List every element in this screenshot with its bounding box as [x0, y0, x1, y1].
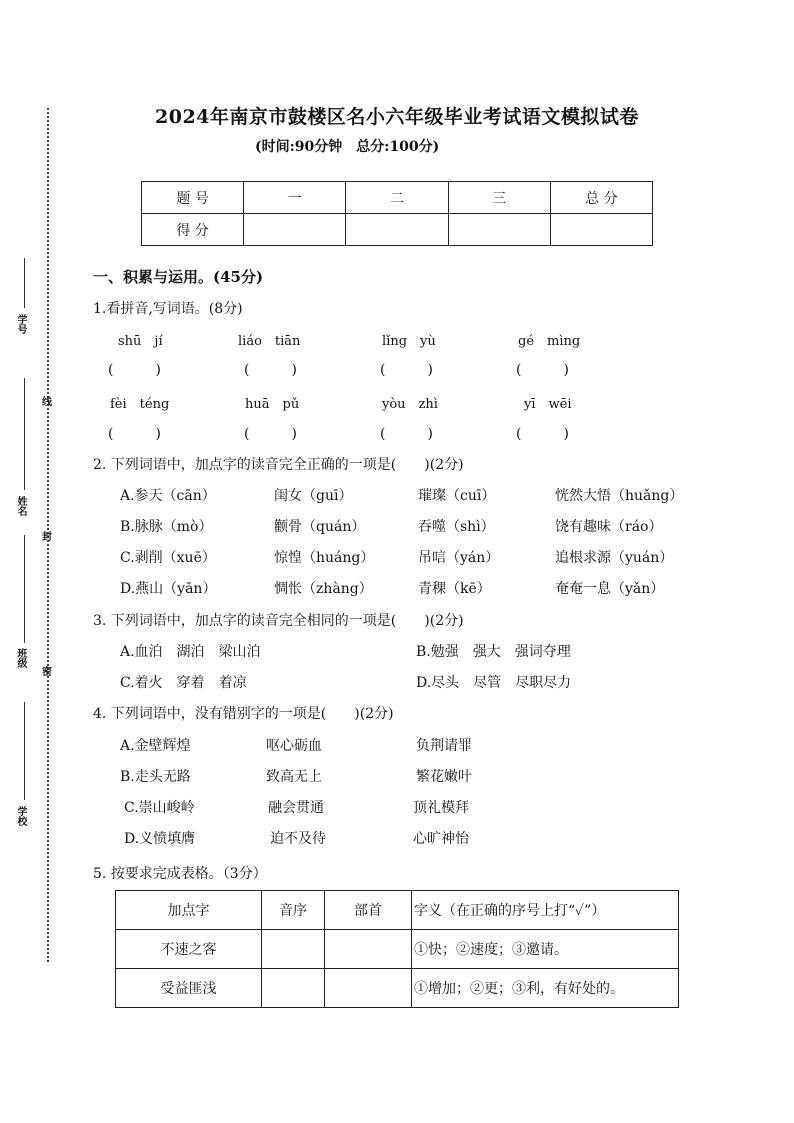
q2-option-item: 恍然大悟（huǎng） — [555, 488, 684, 504]
school-line — [24, 702, 25, 800]
name-label: 姓名 — [15, 496, 26, 516]
score-table-header-row — [142, 182, 653, 214]
q4-option-item: 呕心砺血 — [266, 738, 322, 754]
pinyin: yòu zhì — [382, 397, 438, 412]
q4-option-item: 致高无上 — [266, 769, 322, 785]
pinyin: shū jí — [118, 334, 163, 349]
section-1-title: 一、积累与运用。(45分) — [93, 268, 264, 286]
answer-blank[interactable]: ( ) — [108, 426, 161, 442]
pinyin: gé mìng — [518, 334, 581, 349]
pinyin: huā pǔ — [245, 397, 300, 412]
q2-option-item: 吞噬（shì） — [418, 519, 495, 535]
q2-option-c[interactable]: C.剥削（xuē） — [120, 550, 216, 566]
q4-option-item: 融会贯通 — [268, 800, 324, 816]
q3-option-c[interactable]: C.着火 穿着 着凉 — [120, 675, 247, 691]
answer-blank[interactable]: ( ) — [108, 362, 161, 378]
score-row-label: 得 分 — [142, 214, 244, 246]
q4-option-d[interactable]: D.义愤填膺 — [124, 831, 196, 847]
exam-title: 2024年南京市鼓楼区名小六年级毕业考试语文模拟试卷 — [155, 106, 639, 128]
pinyin: liáo tiān — [238, 334, 301, 349]
q5-answer-cell[interactable] — [325, 930, 412, 969]
q5-row — [116, 969, 679, 1008]
score-cell-header: 三 — [448, 182, 550, 214]
q4-option-item: 迫不及待 — [270, 831, 326, 847]
pinyin: lǐng yù — [382, 334, 436, 349]
q4-option-item: 繁花嫩叶 — [416, 769, 472, 785]
exam-subtitle: (时间:90分钟 总分:100分) — [255, 139, 440, 155]
q2-option-item: 璀璨（cuī） — [418, 488, 496, 504]
q4-option-item: 负荆请罪 — [416, 738, 472, 754]
score-cell-header: 二 — [346, 182, 448, 214]
q5-word-cell: 不速之客 — [116, 930, 262, 969]
q5-row — [116, 930, 679, 969]
q5-header-cell: 字义（在正确的序号上打“✓”） — [412, 891, 679, 930]
score-cell-blank[interactable] — [346, 214, 448, 246]
q4-option-item: 顶礼模拜 — [413, 800, 469, 816]
answer-blank[interactable]: ( ) — [380, 362, 433, 378]
pinyin: fèi téng — [110, 397, 170, 412]
q3-option-b[interactable]: B.勉强 强大 强词夺理 — [416, 644, 571, 660]
q2-option-d[interactable]: D.燕山（yān） — [120, 581, 217, 597]
q2-option-item: 闺女（guī） — [274, 488, 353, 504]
q5-table — [115, 890, 679, 1008]
q5-answer-cell[interactable] — [262, 969, 325, 1008]
name-line — [24, 378, 25, 490]
q5-answer-cell[interactable] — [262, 930, 325, 969]
q5-header-row — [116, 891, 679, 930]
q3-stem: 3. 下列词语中，加点字的读音完全相同的一项是( )(2分) — [93, 613, 464, 629]
q2-option-item: 吊唁（yán） — [418, 550, 500, 566]
score-cell-blank[interactable] — [244, 214, 346, 246]
q4-option-a[interactable]: A.金壁辉煌 — [120, 738, 191, 754]
binding-mark-feng: 封 — [42, 532, 52, 543]
q4-option-b[interactable]: B.走头无路 — [120, 769, 191, 785]
score-cell-blank[interactable] — [550, 214, 652, 246]
q5-header-cell: 加点字 — [116, 891, 262, 930]
q4-option-item: 心旷神怡 — [413, 831, 469, 847]
student-id-label: 学号 — [15, 314, 26, 334]
score-table — [141, 181, 653, 246]
answer-blank[interactable]: ( ) — [244, 426, 297, 442]
q2-option-a[interactable]: A.参天（cān） — [120, 488, 216, 504]
q2-option-item: 惊惶（huáng） — [274, 550, 375, 566]
q2-option-item: 追根求源（yuán） — [555, 550, 674, 566]
school-label: 学校 — [15, 806, 26, 826]
q5-answer-cell[interactable] — [325, 969, 412, 1008]
q2-stem: 2. 下列词语中，加点字的读音完全正确的一项是( )(2分) — [93, 457, 464, 473]
q5-meaning-cell[interactable]: ①增加；②更；③利，有好处的。 — [412, 969, 679, 1008]
answer-blank[interactable]: ( ) — [380, 426, 433, 442]
answer-blank[interactable]: ( ) — [516, 426, 569, 442]
q3-option-d[interactable]: D.尽头 尽管 尽职尽力 — [416, 675, 572, 691]
q2-option-item: 青稞（kē） — [418, 581, 491, 597]
score-cell-header: 一 — [244, 182, 346, 214]
class-label: 班级 — [15, 648, 26, 668]
score-cell-blank[interactable] — [448, 214, 550, 246]
q2-option-item: 颧骨（quán） — [274, 519, 366, 535]
q2-option-b[interactable]: B.脉脉（mò） — [120, 519, 213, 535]
score-cell-header: 总 分 — [550, 182, 652, 214]
q5-header-cell: 部首 — [325, 891, 412, 930]
answer-blank[interactable]: ( ) — [516, 362, 569, 378]
q2-option-item: 奄奄一息（yǎn） — [555, 581, 665, 597]
q4-option-c[interactable]: C.崇山峻岭 — [124, 800, 195, 816]
class-line — [24, 535, 25, 643]
q2-option-item: 惆怅（zhàng） — [274, 581, 373, 597]
q1-stem: 1.看拼音,写词语。(8分) — [93, 301, 243, 317]
q5-word-cell: 受益匪浅 — [116, 969, 262, 1008]
answer-blank[interactable]: ( ) — [244, 362, 297, 378]
pinyin: yī wēi — [524, 397, 572, 412]
q5-stem: 5. 按要求完成表格。（3分） — [93, 866, 267, 882]
q5-header-cell: 音序 — [262, 891, 325, 930]
q3-option-a[interactable]: A.血泊 湖泊 梁山泊 — [120, 644, 261, 660]
q5-meaning-cell[interactable]: ①快；②速度；③邀请。 — [412, 930, 679, 969]
student-id-line — [24, 258, 25, 308]
binding-mark-mi: 密 — [42, 667, 52, 678]
q4-stem: 4. 下列词语中，没有错别字的一项是( )(2分) — [93, 706, 394, 722]
score-table-score-row — [142, 214, 653, 246]
score-cell-header: 题 号 — [142, 182, 244, 214]
q2-option-item: 饶有趣味（ráo） — [555, 519, 663, 535]
binding-mark-xian: 线 — [42, 397, 52, 408]
